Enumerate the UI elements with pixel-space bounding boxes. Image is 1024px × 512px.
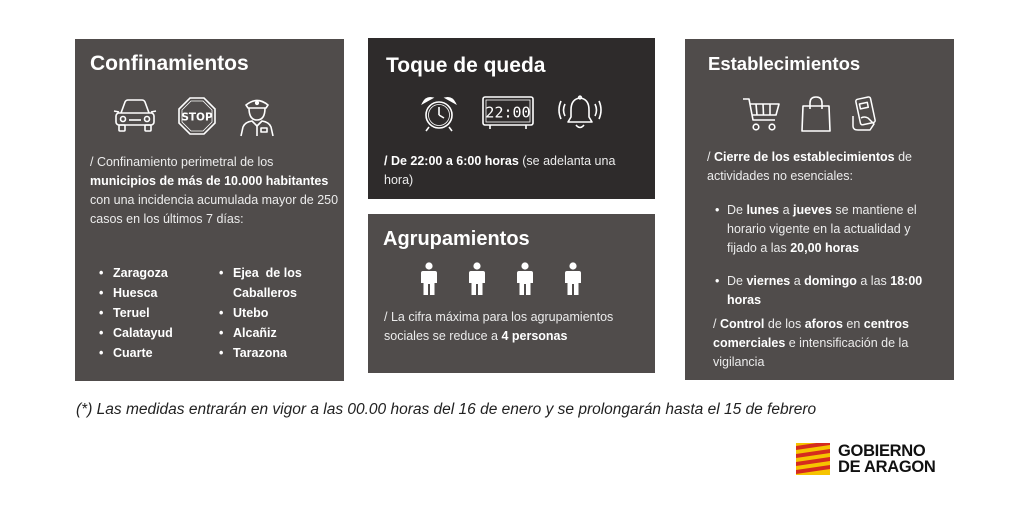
confinamientos-text-bold: municipios de más de 10.000 habitantes	[90, 174, 329, 188]
agrupamientos-card	[368, 214, 655, 373]
municipio-item: • Zaragoza	[95, 263, 205, 283]
confinamientos-icons	[113, 95, 277, 137]
municipio-item: • Alcañiz	[215, 323, 335, 343]
toque-text-post: (se adelanta una hora)	[384, 154, 616, 187]
municipio-item: • Cuarte	[95, 343, 205, 363]
bell-icon	[558, 95, 602, 131]
agrupamientos-description	[384, 308, 629, 346]
toque-de-queda-title: Toque de queda	[386, 54, 546, 77]
digital-clock-icon	[482, 96, 534, 130]
municipio-item: • Calatayud	[95, 323, 205, 343]
horario-lunes-jueves-text: De lunes a jueves se mantiene el horario vigente en la actualidad y fijado a las 20,00 horas	[727, 203, 917, 255]
shopping-cart-icon	[742, 96, 782, 132]
establecimientos-title: Establecimientos	[708, 53, 861, 74]
shopping-bag-icon	[800, 95, 832, 133]
gobierno-de-aragon-logo	[796, 443, 936, 475]
municipio-item: • Tarazona	[215, 343, 335, 363]
confinamientos-text-post: con una incidencia acumulada mayor de 250 casos en los últimos 7 días:	[90, 193, 339, 226]
municipio-item: • Ejea de los Caballeros	[215, 263, 335, 303]
agrupamientos-text-bold: 4 personas	[501, 329, 568, 343]
municipios-list-left	[95, 263, 205, 363]
municipio-item: • Huesca	[95, 283, 205, 303]
svg-text:STOP: STOP	[181, 111, 213, 124]
aragon-flag-icon	[796, 443, 830, 475]
agrupamientos-title: Agrupamientos	[383, 228, 530, 250]
establecimientos-intro	[707, 148, 942, 186]
control-aforos-text: / Control de los aforos en centros comerciales e intensificación de la vigilancia	[713, 317, 909, 369]
person-icon	[514, 262, 536, 296]
police-officer-icon	[237, 95, 277, 137]
alarm-clock-icon	[420, 94, 458, 132]
toque-de-queda-description	[384, 152, 634, 190]
footnote: (*) Las medidas entrarán en vigor a las 00.00 horas del 16 de enero y se prolongarán hasta el 15 de febrero	[76, 401, 817, 418]
horario-lunes-jueves-item	[707, 201, 942, 258]
person-icon	[466, 262, 488, 296]
horario-viernes-domingo-text: De viernes a domingo a las 18:00 horas	[727, 274, 923, 307]
person-icon	[418, 262, 440, 296]
establecimientos-card	[685, 39, 954, 380]
municipios-list-right	[215, 263, 335, 363]
bullet: •	[715, 203, 720, 217]
agrupamientos-text-pre: / La cifra máxima para los agrupamientos sociales se reduce a	[384, 310, 614, 343]
logo-text	[838, 443, 936, 475]
logo-line-2: DE ARAGON	[838, 458, 936, 476]
agrupamientos-icons	[418, 262, 584, 296]
person-icon	[562, 262, 584, 296]
municipio-item: • Teruel	[95, 303, 205, 323]
bullet: •	[715, 274, 720, 288]
municipio-item: • Utebo	[215, 303, 335, 323]
horario-viernes-domingo-item	[707, 272, 942, 310]
car-icon	[113, 97, 157, 135]
clock-display: 22:00	[485, 103, 531, 122]
confinamientos-card	[75, 39, 344, 381]
confinamientos-title: Confinamientos	[90, 52, 249, 75]
est-intro-bold: Cierre de los establecimientos	[713, 150, 895, 164]
est-intro-post: de actividades no esenciales:	[707, 150, 912, 183]
logo-line-1: GOBIERNO	[838, 442, 926, 460]
stop-sign-icon	[177, 96, 217, 136]
card-payment-icon	[850, 96, 880, 132]
confinamientos-description	[90, 153, 340, 229]
toque-de-queda-card	[368, 38, 655, 199]
confinamientos-text-pre: / Confinamiento perimetral de los	[90, 155, 274, 169]
est-intro-pre: /	[707, 150, 714, 164]
toque-text-bold: / De 22:00 a 6:00 horas	[384, 154, 519, 168]
establecimientos-icons	[742, 95, 880, 133]
toque-icons	[420, 94, 602, 132]
